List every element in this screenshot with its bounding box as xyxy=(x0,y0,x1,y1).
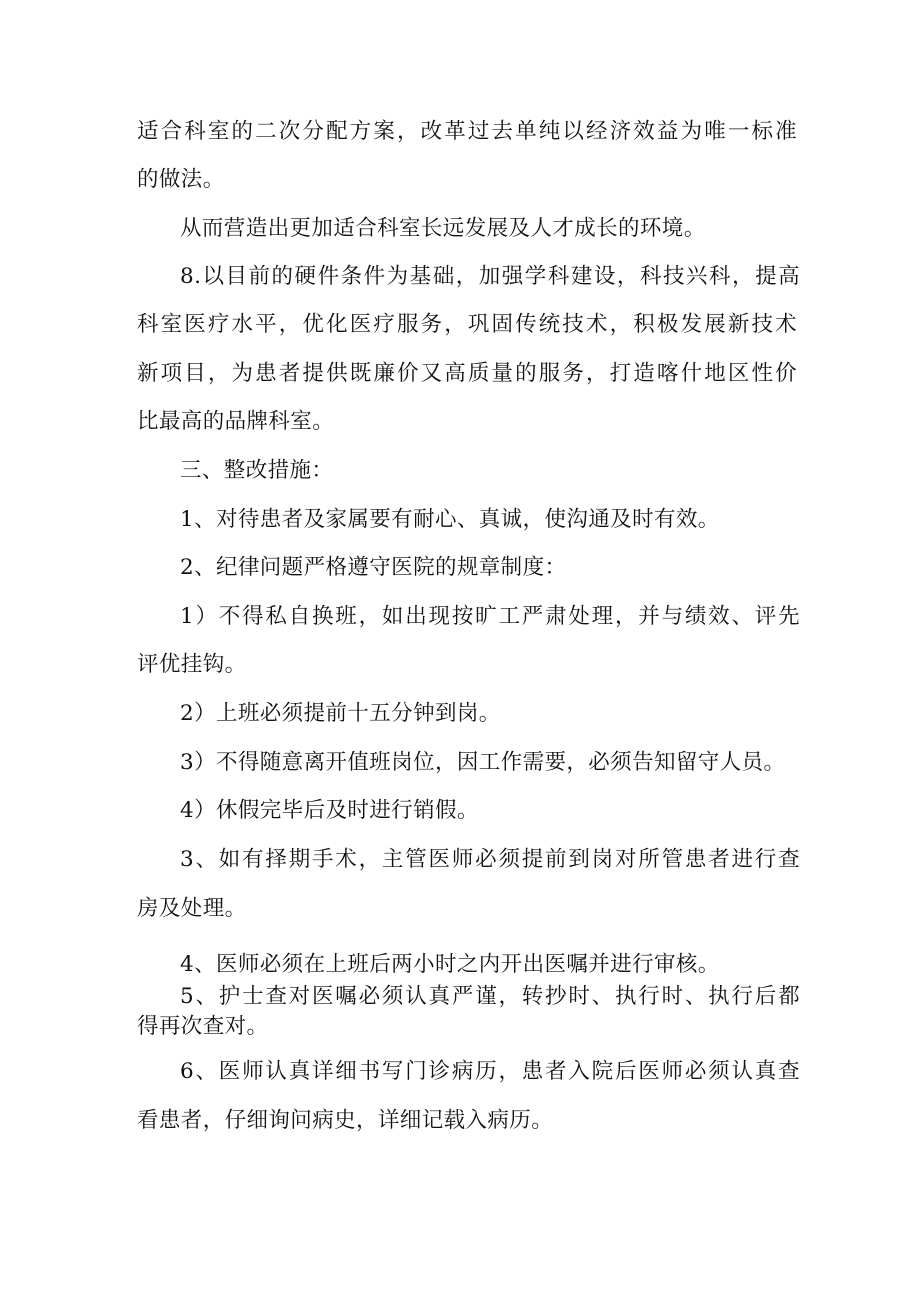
text-line: 2）上班必须提前十五分钟到岗。 xyxy=(180,701,501,726)
text-line: 看患者，仔细询问病史，详细记载入病历。 xyxy=(137,1108,554,1133)
text-line: 8.以目前的硬件条件为基础，加强学科建设，科技兴科，提高 xyxy=(180,264,800,289)
text-line: 从而营造出更加适合科室长远发展及人才成长的环境。 xyxy=(180,216,706,241)
text-line: 的做法。 xyxy=(137,167,225,192)
section-heading: 三、整改措施： xyxy=(180,458,334,483)
text-line: 科室医疗水平，优化医疗服务，巩固传统技术，积极发展新技术 xyxy=(137,312,797,337)
text-line: 5、护士查对医嘱必须认真严谨，转抄时、执行时、执行后都 xyxy=(180,984,800,1009)
text-line: 评优挂钩。 xyxy=(137,652,247,677)
text-line: 4）休假完毕后及时进行销假。 xyxy=(180,798,479,823)
text-line: 3）不得随意离开值班岗位，因工作需要，必须告知留守人员。 xyxy=(180,750,786,775)
text-line: 得再次查对。 xyxy=(137,1014,269,1039)
text-line: 新项目，为患者提供既廉价又高质量的服务，打造喀什地区性价 xyxy=(137,361,797,386)
text-line: 2、纪律问题严格遵守医院的规章制度： xyxy=(180,555,567,580)
text-line: 比最高的品牌科室。 xyxy=(137,409,335,434)
text-line: 房及处理。 xyxy=(137,896,247,921)
text-line: 4、医师必须在上班后两小时之内开出医嘱并进行审核。 xyxy=(180,952,720,977)
text-line: 3、如有择期手术，主管医师必须提前到岗对所管患者进行查 xyxy=(180,847,800,872)
text-line: 1、对待患者及家属要有耐心、真诚，使沟通及时有效。 xyxy=(180,507,720,532)
text-line: 6、医师认真详细书写门诊病历，患者入院后医师必须认真查 xyxy=(180,1059,800,1084)
text-line: 1）不得私自换班，如出现按旷工严肃处理，并与绩效、评先 xyxy=(180,604,800,629)
text-line: 适合科室的二次分配方案，改革过去单纯以经济效益为唯一标准 xyxy=(137,119,797,144)
